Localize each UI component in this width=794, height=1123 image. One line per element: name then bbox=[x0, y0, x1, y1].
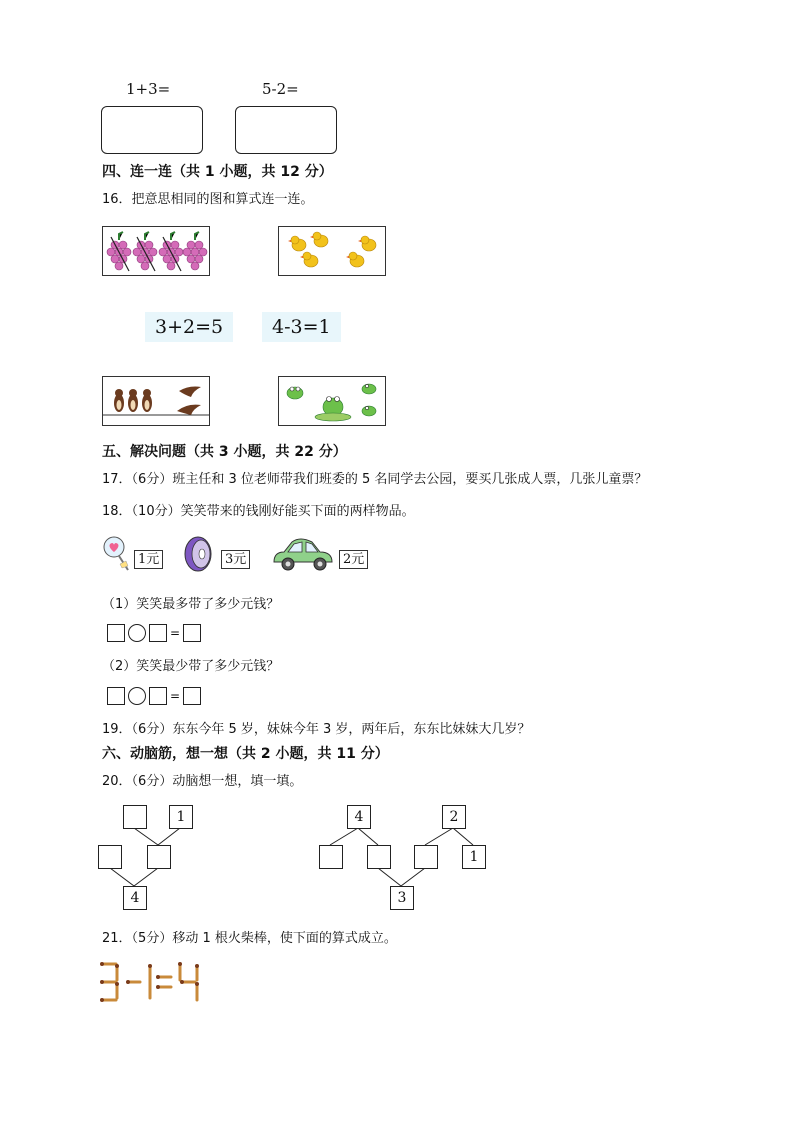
tree1-top-right-box: 1 bbox=[169, 805, 193, 829]
tree1-middle-left-box[interactable] bbox=[98, 845, 122, 869]
equation-5-minus-2: 5-2= bbox=[262, 80, 299, 98]
equals-sign: = bbox=[170, 688, 181, 703]
tree1-top-left-box[interactable] bbox=[123, 805, 147, 829]
equals-sign: = bbox=[170, 625, 181, 640]
price-tag-yoyo: 3元 bbox=[221, 550, 250, 569]
question-20: 20．（6分）动脑想一想，填一填。 bbox=[102, 774, 303, 789]
tree2-bottom-box: 3 bbox=[390, 886, 414, 910]
equation-4-minus-3[interactable]: 4-3=1 bbox=[262, 312, 341, 342]
equation-1-plus-3: 1+3= bbox=[126, 80, 171, 98]
section-4-title: 四、连一连（共 1 小题，共 12 分） bbox=[102, 164, 333, 180]
tree1-middle-right-box[interactable] bbox=[147, 845, 171, 869]
question-18-part-1: （1）笑笑最多带了多少元钱？ bbox=[102, 597, 280, 612]
tree2-box-1[interactable] bbox=[319, 845, 343, 869]
question-21: 21．（5分）移动 1 根火柴棒，使下面的算式成立。 bbox=[102, 931, 397, 946]
tree1-bottom-box: 4 bbox=[123, 886, 147, 910]
question-17: 17．（6分）班主任和 3 位老师带我们班委的 5 名同学去公园，要买几张成人票，几张儿童票？ bbox=[102, 472, 648, 487]
tree2-far-right-box: 1 bbox=[462, 845, 486, 869]
question-18-part-2: （2）笑笑最少带了多少元钱？ bbox=[102, 659, 280, 674]
section-6-title: 六、动脑筋，想一想（共 2 小题，共 11 分） bbox=[102, 746, 389, 762]
question-18: 18．（10分）笑笑带来的钱刚好能买下面的两样物品。 bbox=[102, 504, 415, 519]
tree2-top-left-box: 4 bbox=[347, 805, 371, 829]
tree2-top-right-box: 2 bbox=[442, 805, 466, 829]
question-16: 16．把意思相同的图和算式连一连。 bbox=[102, 192, 314, 207]
price-tag-car: 2元 bbox=[339, 550, 368, 569]
tree2-box-2[interactable] bbox=[367, 845, 391, 869]
price-tag-lollipop: 1元 bbox=[134, 550, 163, 569]
matchstick-equation[interactable] bbox=[96, 958, 208, 1006]
section-5-title: 五、解决问题（共 3 小题，共 22 分） bbox=[102, 444, 347, 460]
equation-3-plus-2[interactable]: 3+2=5 bbox=[145, 312, 233, 342]
question-19: 19．（6分）东东今年 5 岁，妹妹今年 3 岁，两年后，东东比妹妹大几岁？ bbox=[102, 722, 531, 737]
tree2-box-3[interactable] bbox=[414, 845, 438, 869]
